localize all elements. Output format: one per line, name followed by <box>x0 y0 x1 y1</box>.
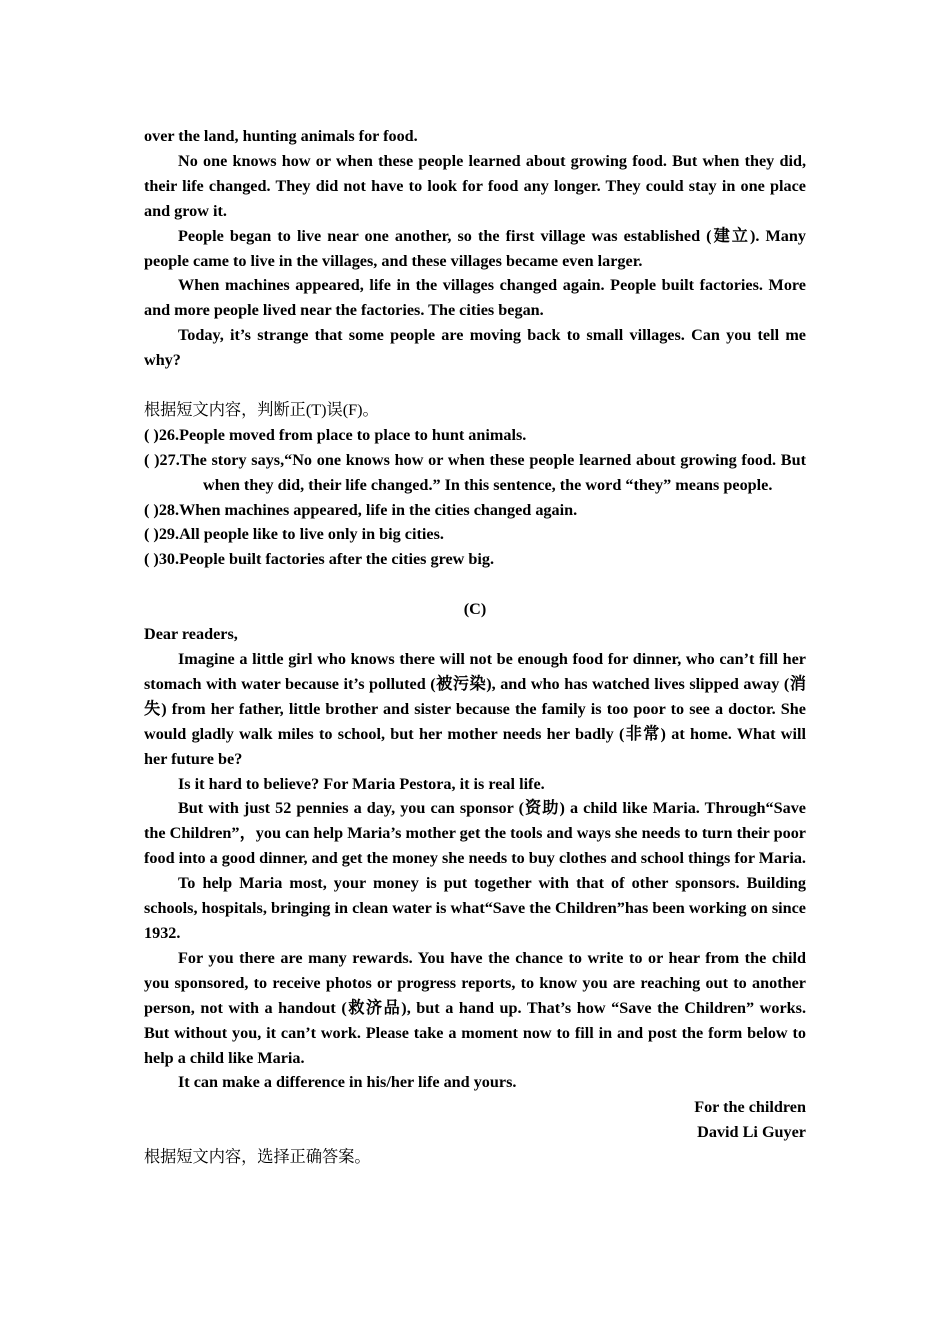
letter-paragraph: Is it hard to believe? For Maria Pestora, it is real life. <box>178 774 545 793</box>
question-text: 26.People moved from place to place to hunt animals. <box>158 425 527 444</box>
letter-signature: David Li Guyer <box>697 1123 806 1142</box>
passage-b-line-1: over the land, hunting animals for food. <box>144 127 418 145</box>
letter-paragraph: To help Maria most, your money is put together with that of other sponsors. Building schools, hospitals, bringing in clean water is what“Save the Children”has been working on since 1932. <box>144 874 806 942</box>
answer-blank[interactable]: ( ) <box>144 550 159 569</box>
letter-greeting: Dear readers, <box>144 625 238 644</box>
question-27 <box>144 448 806 498</box>
letter-paragraph: For you there are many rewards. You have the chance to write to or hear from the child you sponsored, to receive photos or progress reports, to know you are reaching out to another person, not with a handout (救济品), but a hand up. That’s how “Save the Children” works. But without you, it can’t work. Please take a moment now to fill in and post the form below to help a child like Maria. <box>144 948 806 1067</box>
document-page <box>144 124 806 1170</box>
answer-blank[interactable]: ( ) <box>144 450 160 469</box>
question-30 <box>144 547 806 572</box>
answer-blank[interactable]: ( ) <box>144 500 159 519</box>
spacer <box>144 572 806 597</box>
question-28 <box>144 498 806 523</box>
letter-paragraph: Imagine a little girl who knows there will not be enough food for dinner, who can’t fill her stomach with water because it’s polluted (被污染), and who has watched lives slipped away (消失) from her father, little brother and sister because the family is too poor to see a doctor. She would gladly walk miles to school, but her mother needs her badly (非常) at home. What will her future be? <box>144 650 806 768</box>
section-heading-c: (C) <box>463 600 487 619</box>
question-text: 29.All people like to live only in big cities. <box>158 525 444 544</box>
answer-blank[interactable]: ( ) <box>144 525 159 544</box>
letter-paragraph: But with just 52 pennies a day, you can sponsor (资助) a child like Maria. Through“Save the Children”，you can help Maria’s mother get the tools and ways she needs to turn their poor food into a good dinner, and get the money she needs to buy clothes and school things for Maria. <box>144 799 806 868</box>
letter-closing: For the children <box>694 1098 806 1117</box>
passage-b-paragraph: People began to live near one another, so the first village was established (建立). Many people came to live in the villages, and these villages became even larger. <box>144 226 806 270</box>
multiple-choice-instruction: 根据短文内容，选择正确答案。 <box>144 1148 371 1167</box>
question-text: 30.People built factories after the cities grew big. <box>158 550 495 569</box>
spacer <box>144 373 806 398</box>
answer-blank[interactable]: ( ) <box>144 425 159 444</box>
question-26 <box>144 423 806 448</box>
true-false-instruction: 根据短文内容，判断正(T)误(F)。 <box>144 400 379 419</box>
question-29 <box>144 522 806 547</box>
question-text: 27.The story says,“No one knows how or when these people learned about growing food. But when they did, their life changed.” In this sentence, the word “they” means people. <box>159 450 806 494</box>
question-text: 28.When machines appeared, life in the cities changed again. <box>158 500 578 519</box>
passage-b-paragraph: Today, it’s strange that some people are moving back to small villages. Can you tell me why? <box>144 326 806 370</box>
passage-b-paragraph: When machines appeared, life in the villages changed again. People built factories. More and more people lived near the factories. The cities began. <box>144 276 806 320</box>
letter-paragraph: It can make a difference in his/her life and yours. <box>178 1073 517 1092</box>
passage-b-paragraph: No one knows how or when these people learned about growing food. But when they did, their life changed. They did not have to look for food any longer. They could stay in one place and grow it. <box>144 151 806 220</box>
